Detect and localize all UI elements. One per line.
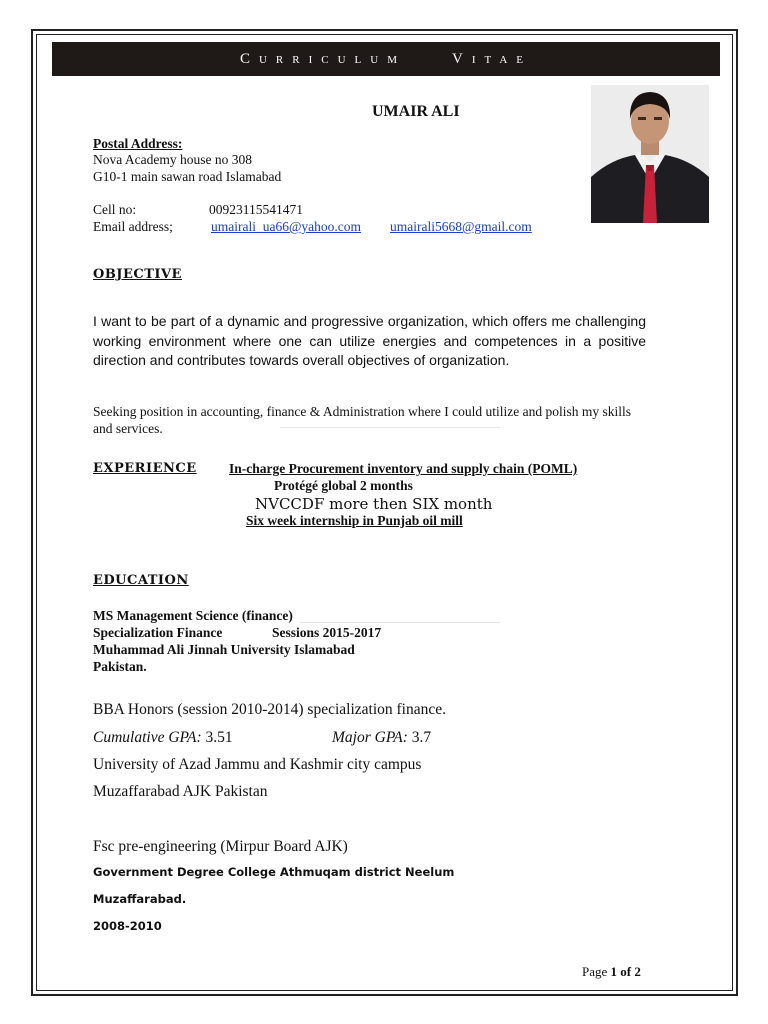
- banner-word-vitae: Vitae: [452, 50, 532, 67]
- bba-university: University of Azad Jammu and Kashmir city campus: [93, 756, 422, 773]
- bba-degree: BBA Honors (session 2010-2014) specialization finance.: [93, 701, 446, 718]
- experience-item-4: Six week internship in Punjab oil mill: [246, 513, 463, 528]
- fsc-years: 2008-2010: [93, 919, 162, 933]
- ms-degree: MS Management Science (finance): [93, 608, 293, 623]
- experience-heading: EXPERIENCE: [93, 461, 197, 476]
- email-label: Email address;: [93, 219, 173, 234]
- bba-cgpa-label: Cumulative GPA:: [93, 729, 202, 746]
- divider-line: [280, 427, 500, 428]
- address-line-1: Nova Academy house no 308: [93, 152, 252, 167]
- objective-text: I want to be part of a dynamic and progressive organization, which offers me challenging working environment where one can utilize energies and competences in a positive direction and contributes towards overall objectives of organization.: [93, 313, 646, 368]
- banner-word-curriculum: Curriculum: [239, 50, 406, 67]
- ms-sessions: Sessions 2015-2017: [272, 625, 382, 640]
- page-current: 1: [610, 964, 618, 979]
- page-total: 2: [634, 964, 641, 979]
- experience-item-1: In-charge Procurement inventory and supply chain (POML): [229, 461, 578, 476]
- experience-item-3: NVCCDF more then SIX month: [255, 495, 493, 513]
- bba-cgpa-value: 3.51: [205, 729, 233, 746]
- objective-heading: OBJECTIVE: [93, 267, 182, 282]
- cell-label: Cell no:: [93, 202, 137, 217]
- seeking-text: Seeking position in accounting, finance & Administration where I could utilize and polish my skills and services.: [93, 404, 632, 436]
- fsc-location: Muzaffarabad.: [93, 892, 187, 906]
- bba-mgpa-label: Major GPA:: [332, 729, 408, 746]
- postal-address-label: Postal Address:: [93, 136, 183, 151]
- address-line-2: G10-1 main sawan road Islamabad: [93, 169, 282, 184]
- ms-university: Muhammad Ali Jinnah University Islamabad: [93, 642, 355, 657]
- fsc-college: Government Degree College Athmuqam district Neelum: [93, 865, 455, 879]
- bba-mgpa-value: 3.7: [411, 729, 432, 746]
- education-heading: EDUCATION: [93, 573, 189, 588]
- title-banner: [52, 42, 720, 76]
- profile-photo: [591, 85, 709, 223]
- ms-specialization: Specialization Finance: [93, 625, 223, 640]
- bba-location: Muzaffarabad AJK Pakistan: [93, 783, 268, 800]
- candidate-name: UMAIR ALI: [372, 103, 460, 120]
- email-link-yahoo[interactable]: umairali_ua66@yahoo.com: [211, 219, 362, 234]
- page-number: [582, 964, 641, 980]
- divider-line-2: [300, 622, 500, 623]
- bba-cgpa: [93, 729, 233, 747]
- cell-value: 00923115541471: [209, 202, 303, 217]
- email-link-gmail[interactable]: umairali5668@gmail.com: [390, 219, 532, 234]
- ms-country: Pakistan.: [93, 659, 147, 674]
- experience-item-2: Protégé global 2 months: [274, 478, 413, 493]
- page-word: Page: [582, 964, 608, 979]
- bba-mgpa: [332, 729, 431, 747]
- fsc-degree: Fsc pre-engineering (Mirpur Board AJK): [93, 838, 348, 855]
- of-word: of: [620, 964, 632, 979]
